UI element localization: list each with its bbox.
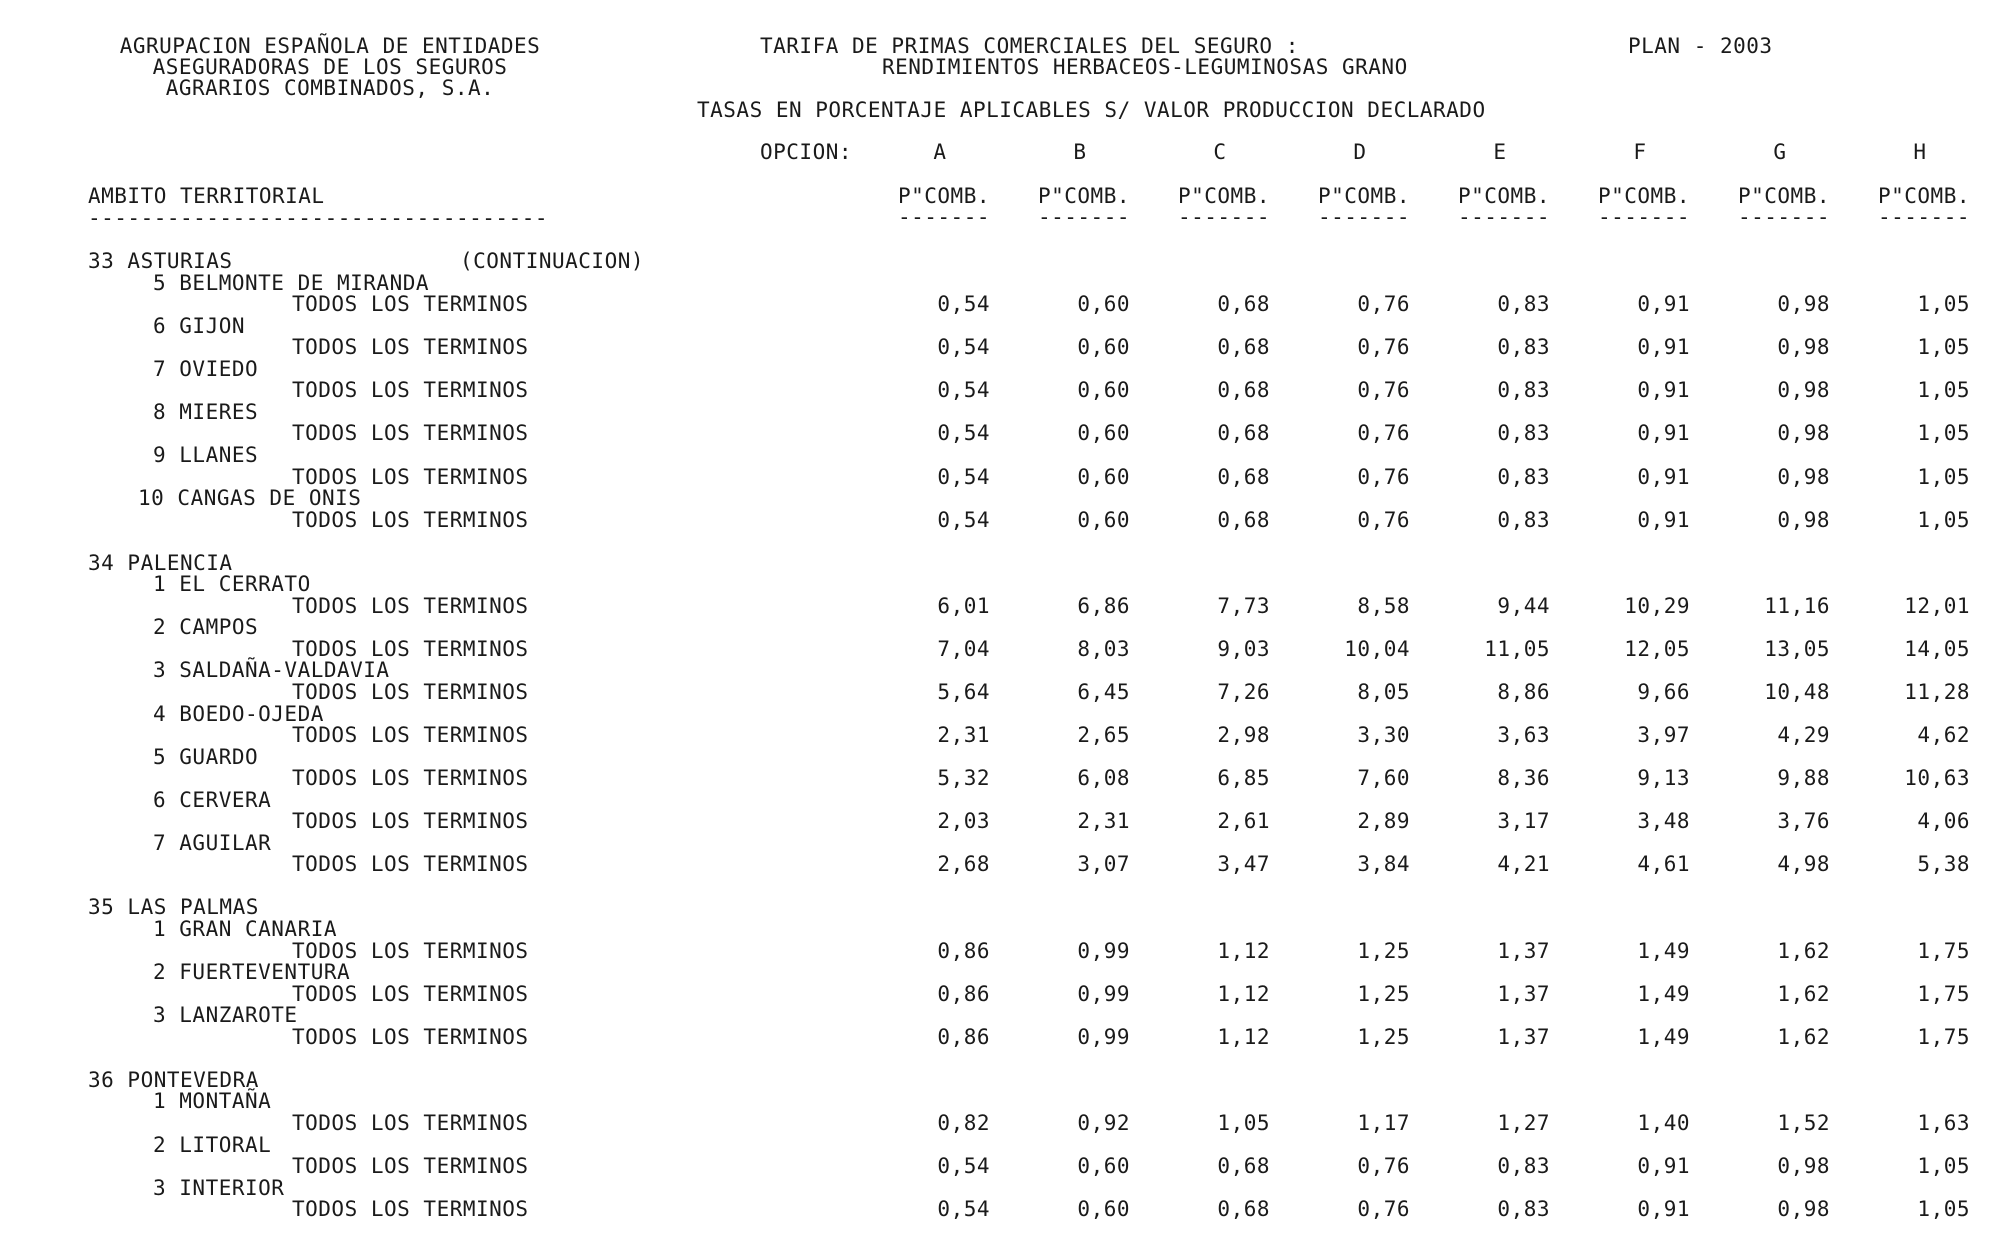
rate-cell-f: 1,49 [1637,1025,1690,1049]
pcomb-header-3: P"COMB. [1317,184,1410,208]
rate-cell-d: 0,76 [1357,292,1410,316]
province-label: 34 PALENCIA [88,551,233,575]
rate-cell-h: 1,05 [1917,335,1970,359]
rate-cell-d: 8,58 [1357,594,1410,618]
rate-cell-e: 1,37 [1497,982,1550,1006]
rate-cell-h: 1,75 [1917,982,1970,1006]
rate-cell-c: 0,68 [1217,378,1270,402]
rate-cell-c: 0,68 [1217,1197,1270,1221]
term-label: TODOS LOS TERMINOS [292,852,529,876]
rate-cell-g: 4,29 [1777,723,1830,747]
comarca-label: 7 AGUILAR [153,831,272,855]
rate-cell-b: 0,99 [1077,1025,1130,1049]
rate-cell-a: 0,54 [937,378,990,402]
company-line-2: ASEGURADORAS DE LOS SEGUROS [152,55,508,79]
term-label: TODOS LOS TERMINOS [292,1197,529,1221]
term-label: TODOS LOS TERMINOS [292,982,529,1006]
rate-cell-f: 1,49 [1637,982,1690,1006]
comarca-label: 10 CANGAS DE ONIS [138,486,362,510]
pcomb-header-5: P"COMB. [1597,184,1690,208]
pcomb-header-1: P"COMB. [1037,184,1130,208]
rate-cell-c: 7,26 [1217,680,1270,704]
rate-cell-c: 2,61 [1217,809,1270,833]
rate-cell-e: 0,83 [1497,335,1550,359]
comarca-label: 4 BOEDO-OJEDA [153,702,324,726]
rate-cell-g: 9,88 [1777,766,1830,790]
rate-cell-c: 0,68 [1217,292,1270,316]
tariff-title-line-1: TARIFA DE PRIMAS COMERCIALES DEL SEGURO : [760,34,1299,58]
rate-cell-g: 0,98 [1777,1154,1830,1178]
rate-cell-c: 0,68 [1217,1154,1270,1178]
rate-cell-d: 0,76 [1357,1154,1410,1178]
rate-cell-a: 0,86 [937,1025,990,1049]
rate-cell-f: 0,91 [1637,292,1690,316]
rate-cell-d: 0,76 [1357,335,1410,359]
rate-cell-h: 12,01 [1904,594,1970,618]
option-header-4: E [1493,140,1507,164]
term-label: TODOS LOS TERMINOS [292,292,529,316]
province-label: 33 ASTURIAS [88,249,233,273]
rate-cell-g: 0,98 [1777,508,1830,532]
pcomb-header-4: P"COMB. [1457,184,1550,208]
rate-cell-d: 0,76 [1357,378,1410,402]
rate-cell-c: 1,12 [1217,1025,1270,1049]
rate-cell-a: 2,03 [937,809,990,833]
rate-cell-e: 0,83 [1497,421,1550,445]
rate-cell-d: 10,04 [1344,637,1410,661]
rate-cell-h: 1,05 [1917,292,1970,316]
comarca-label: 2 CAMPOS [153,615,259,639]
rate-cell-e: 11,05 [1484,637,1550,661]
rate-cell-f: 0,91 [1637,378,1690,402]
rate-cell-a: 0,82 [937,1111,990,1135]
term-label: TODOS LOS TERMINOS [292,508,529,532]
rate-cell-a: 5,64 [937,680,990,704]
rate-cell-a: 0,54 [937,465,990,489]
term-label: TODOS LOS TERMINOS [292,680,529,704]
pcomb-header-6: P"COMB. [1737,184,1830,208]
pcomb-header-0: P"COMB. [897,184,990,208]
rate-cell-c: 1,12 [1217,939,1270,963]
rate-cell-a: 0,54 [937,421,990,445]
rate-cell-e: 4,21 [1497,852,1550,876]
rate-cell-b: 0,60 [1077,335,1130,359]
rate-cell-a: 0,54 [937,1154,990,1178]
rate-cell-g: 1,62 [1777,939,1830,963]
option-header-0: A [933,140,947,164]
pcomb-rule-6: ------- [1737,205,1830,229]
rate-cell-h: 11,28 [1904,680,1970,704]
company-line-3: AGRARIOS COMBINADOS, S.A. [165,76,495,100]
rate-cell-g: 1,62 [1777,1025,1830,1049]
comarca-label: 2 FUERTEVENTURA [153,960,351,984]
rate-cell-b: 0,99 [1077,939,1130,963]
rate-cell-h: 1,05 [1917,1197,1970,1221]
tariff-title-line-2: RENDIMIENTOS HERBACEOS-LEGUMINOSAS GRANO [882,55,1408,79]
option-header-7: H [1913,140,1927,164]
rate-cell-c: 1,12 [1217,982,1270,1006]
term-label: TODOS LOS TERMINOS [292,1025,529,1049]
rate-cell-g: 11,16 [1764,594,1830,618]
comarca-label: 5 GUARDO [153,745,259,769]
rate-cell-e: 3,63 [1497,723,1550,747]
rate-cell-b: 0,60 [1077,421,1130,445]
rate-cell-b: 6,08 [1077,766,1130,790]
rate-cell-c: 0,68 [1217,335,1270,359]
rate-cell-h: 1,05 [1917,508,1970,532]
rate-cell-e: 9,44 [1497,594,1550,618]
rate-cell-a: 0,86 [937,939,990,963]
rate-cell-f: 3,48 [1637,809,1690,833]
rate-cell-f: 9,13 [1637,766,1690,790]
rate-cell-e: 0,83 [1497,1154,1550,1178]
comarca-label: 9 LLANES [153,443,259,467]
rate-cell-f: 12,05 [1624,637,1690,661]
comarca-label: 3 LANZAROTE [153,1003,298,1027]
rate-cell-g: 3,76 [1777,809,1830,833]
pcomb-rule-1: ------- [1037,205,1130,229]
ambito-label: AMBITO TERRITORIAL [88,184,325,208]
rate-cell-e: 8,86 [1497,680,1550,704]
comarca-label: 6 CERVERA [153,788,272,812]
rate-cell-g: 0,98 [1777,421,1830,445]
rate-cell-c: 2,98 [1217,723,1270,747]
rate-cell-d: 0,76 [1357,421,1410,445]
rates-subtitle: TASAS EN PORCENTAJE APLICABLES S/ VALOR PRODUCCION DECLARADO [697,98,1486,122]
rate-cell-a: 0,54 [937,1197,990,1221]
pcomb-rule-2: ------- [1177,205,1270,229]
option-header-5: F [1633,140,1647,164]
rate-cell-h: 1,05 [1917,421,1970,445]
rate-cell-h: 14,05 [1904,637,1970,661]
ambito-rule: ----------------------------------- [88,206,549,230]
opcion-label: OPCION: [760,140,853,164]
pcomb-rule-3: ------- [1317,205,1410,229]
rate-cell-e: 0,83 [1497,465,1550,489]
pcomb-rule-7: ------- [1877,205,1970,229]
rate-cell-d: 1,25 [1357,982,1410,1006]
comarca-label: 1 MONTAÑA [153,1089,272,1113]
rate-cell-g: 0,98 [1777,465,1830,489]
rate-cell-d: 0,76 [1357,465,1410,489]
rate-cell-c: 0,68 [1217,465,1270,489]
rate-cell-b: 0,60 [1077,508,1130,532]
rate-cell-b: 0,60 [1077,292,1130,316]
rate-cell-f: 0,91 [1637,508,1690,532]
rate-cell-e: 0,83 [1497,1197,1550,1221]
rate-cell-a: 7,04 [937,637,990,661]
rate-cell-f: 0,91 [1637,335,1690,359]
rate-cell-b: 0,60 [1077,1197,1130,1221]
rate-cell-h: 1,05 [1917,1154,1970,1178]
term-label: TODOS LOS TERMINOS [292,465,529,489]
comarca-label: 6 GIJON [153,314,246,338]
rate-cell-d: 2,89 [1357,809,1410,833]
rate-cell-f: 0,91 [1637,1154,1690,1178]
option-header-2: C [1213,140,1227,164]
term-label: TODOS LOS TERMINOS [292,1154,529,1178]
rate-cell-a: 0,54 [937,335,990,359]
rate-cell-g: 1,52 [1777,1111,1830,1135]
rate-cell-e: 1,37 [1497,939,1550,963]
pcomb-rule-5: ------- [1597,205,1690,229]
rate-cell-d: 3,84 [1357,852,1410,876]
rate-cell-g: 13,05 [1764,637,1830,661]
rate-cell-a: 0,86 [937,982,990,1006]
comarca-label: 3 SALDAÑA-VALDAVIA [153,658,390,682]
rate-cell-e: 1,27 [1497,1111,1550,1135]
rate-cell-h: 1,05 [1917,378,1970,402]
rate-cell-b: 2,31 [1077,809,1130,833]
option-header-6: G [1773,140,1787,164]
rate-cell-b: 6,45 [1077,680,1130,704]
rate-cell-d: 0,76 [1357,1197,1410,1221]
pcomb-header-2: P"COMB. [1177,184,1270,208]
rate-cell-d: 3,30 [1357,723,1410,747]
rate-cell-g: 0,98 [1777,335,1830,359]
rate-cell-e: 0,83 [1497,378,1550,402]
rate-cell-e: 8,36 [1497,766,1550,790]
term-label: TODOS LOS TERMINOS [292,378,529,402]
rate-cell-c: 6,85 [1217,766,1270,790]
rate-cell-f: 10,29 [1624,594,1690,618]
rate-cell-c: 1,05 [1217,1111,1270,1135]
comarca-label: 7 OVIEDO [153,357,259,381]
rate-cell-g: 4,98 [1777,852,1830,876]
comarca-label: 2 LITORAL [153,1133,272,1157]
rate-cell-f: 4,61 [1637,852,1690,876]
comarca-label: 8 MIERES [153,400,259,424]
rate-cell-a: 0,54 [937,508,990,532]
rate-cell-c: 0,68 [1217,421,1270,445]
rate-cell-f: 9,66 [1637,680,1690,704]
comarca-label: 1 GRAN CANARIA [153,917,338,941]
rate-cell-d: 7,60 [1357,766,1410,790]
rate-cell-b: 0,99 [1077,982,1130,1006]
rate-cell-e: 1,37 [1497,1025,1550,1049]
rate-cell-b: 0,60 [1077,378,1130,402]
term-label: TODOS LOS TERMINOS [292,723,529,747]
comarca-label: 3 INTERIOR [153,1176,285,1200]
rate-cell-e: 0,83 [1497,292,1550,316]
rate-cell-a: 6,01 [937,594,990,618]
rate-cell-h: 1,63 [1917,1111,1970,1135]
rate-cell-f: 0,91 [1637,465,1690,489]
rate-cell-d: 1,25 [1357,1025,1410,1049]
term-label: TODOS LOS TERMINOS [292,766,529,790]
comarca-label: 1 EL CERRATO [153,572,311,596]
rate-cell-c: 3,47 [1217,852,1270,876]
rate-cell-f: 0,91 [1637,1197,1690,1221]
rate-cell-h: 1,05 [1917,465,1970,489]
rate-cell-h: 4,06 [1917,809,1970,833]
rate-cell-d: 1,25 [1357,939,1410,963]
rate-cell-e: 0,83 [1497,508,1550,532]
rate-cell-b: 0,92 [1077,1111,1130,1135]
pcomb-rule-4: ------- [1457,205,1550,229]
term-label: TODOS LOS TERMINOS [292,594,529,618]
rate-cell-c: 7,73 [1217,594,1270,618]
pcomb-rule-0: ------- [897,205,990,229]
rate-cell-c: 0,68 [1217,508,1270,532]
term-label: TODOS LOS TERMINOS [292,637,529,661]
rate-cell-b: 2,65 [1077,723,1130,747]
option-header-3: D [1353,140,1367,164]
rate-cell-b: 0,60 [1077,465,1130,489]
rate-cell-h: 10,63 [1904,766,1970,790]
rate-cell-g: 1,62 [1777,982,1830,1006]
term-label: TODOS LOS TERMINOS [292,335,529,359]
rate-cell-b: 8,03 [1077,637,1130,661]
rate-cell-g: 10,48 [1764,680,1830,704]
rate-cell-d: 8,05 [1357,680,1410,704]
comarca-label: 5 BELMONTE DE MIRANDA [153,271,430,295]
rate-cell-d: 0,76 [1357,508,1410,532]
term-label: TODOS LOS TERMINOS [292,1111,529,1135]
rate-cell-g: 0,98 [1777,1197,1830,1221]
rate-cell-b: 3,07 [1077,852,1130,876]
term-label: TODOS LOS TERMINOS [292,421,529,445]
rate-cell-a: 2,31 [937,723,990,747]
rate-cell-f: 0,91 [1637,421,1690,445]
plan-label: PLAN - 2003 [1628,34,1773,58]
province-note: (CONTINUACION) [460,249,645,273]
province-label: 36 PONTEVEDRA [88,1068,259,1092]
province-label: 35 LAS PALMAS [88,895,259,919]
rate-cell-a: 0,54 [937,292,990,316]
rate-cell-h: 1,75 [1917,939,1970,963]
pcomb-header-7: P"COMB. [1877,184,1970,208]
rate-cell-f: 1,40 [1637,1111,1690,1135]
rate-cell-a: 5,32 [937,766,990,790]
term-label: TODOS LOS TERMINOS [292,809,529,833]
rate-cell-b: 0,60 [1077,1154,1130,1178]
rate-cell-h: 5,38 [1917,852,1970,876]
rate-cell-h: 1,75 [1917,1025,1970,1049]
rate-cell-h: 4,62 [1917,723,1970,747]
rate-cell-a: 2,68 [937,852,990,876]
rate-cell-d: 1,17 [1357,1111,1410,1135]
rate-cell-b: 6,86 [1077,594,1130,618]
company-line-1: AGRUPACION ESPAÑOLA DE ENTIDADES [119,34,541,58]
term-label: TODOS LOS TERMINOS [292,939,529,963]
option-header-1: B [1073,140,1087,164]
rate-cell-g: 0,98 [1777,292,1830,316]
rate-cell-g: 0,98 [1777,378,1830,402]
rate-cell-c: 9,03 [1217,637,1270,661]
rate-cell-f: 3,97 [1637,723,1690,747]
rate-cell-e: 3,17 [1497,809,1550,833]
rate-cell-f: 1,49 [1637,939,1690,963]
